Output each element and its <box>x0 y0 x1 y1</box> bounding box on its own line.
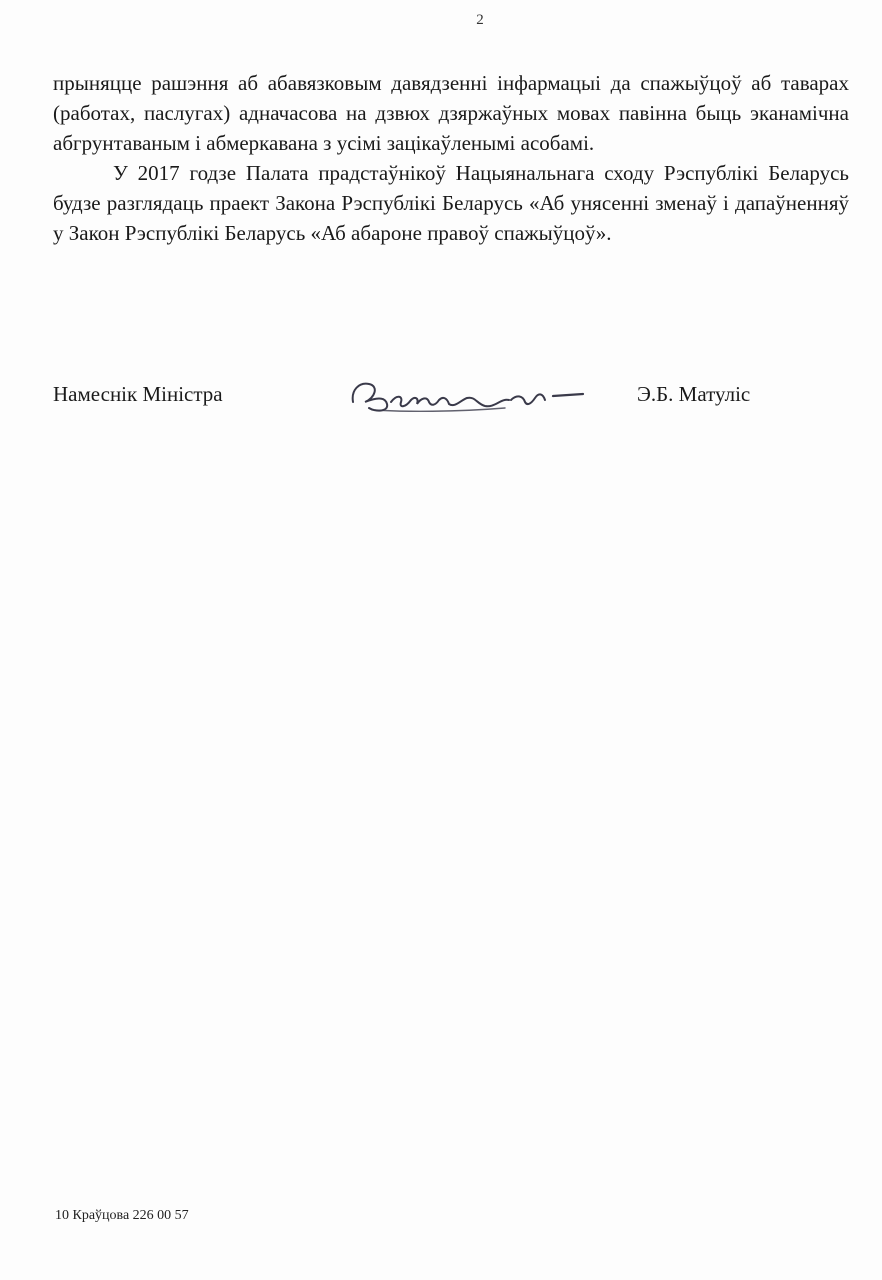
signatory-name: Э.Б. Матуліс <box>637 382 751 406</box>
signatory-title: Намеснік Міністра <box>53 382 223 406</box>
paragraph-law-review: У 2017 годзе Палата прадстаўнікоў Нацыянальнага сходу Рэспублікі Беларусь будзе разглядаць праект Закона Рэспублікі Беларусь «Аб унясенні зменаў і дапаўненняў у Закон Рэспублікі Беларусь «Аб абароне правоў спажыўцоў». <box>53 161 849 245</box>
body-text <box>53 68 849 248</box>
signature-block <box>53 378 849 418</box>
handwritten-signature <box>345 372 605 422</box>
page-number: 2 <box>476 12 484 28</box>
paragraph-continuation: прыняцце рашэння аб абавязковым давядзенні інфармацыі да спажыўцоў аб таварах (работах, паслугах) адначасова на дзвюх дзяржаўных мовах павінна быць эканамічна абгрунтаваным і абмеркавана з усімі зацікаўленымі асобамі. <box>53 71 849 155</box>
executor-contact-note: 10 Краўцова 226 00 57 <box>55 1208 189 1223</box>
